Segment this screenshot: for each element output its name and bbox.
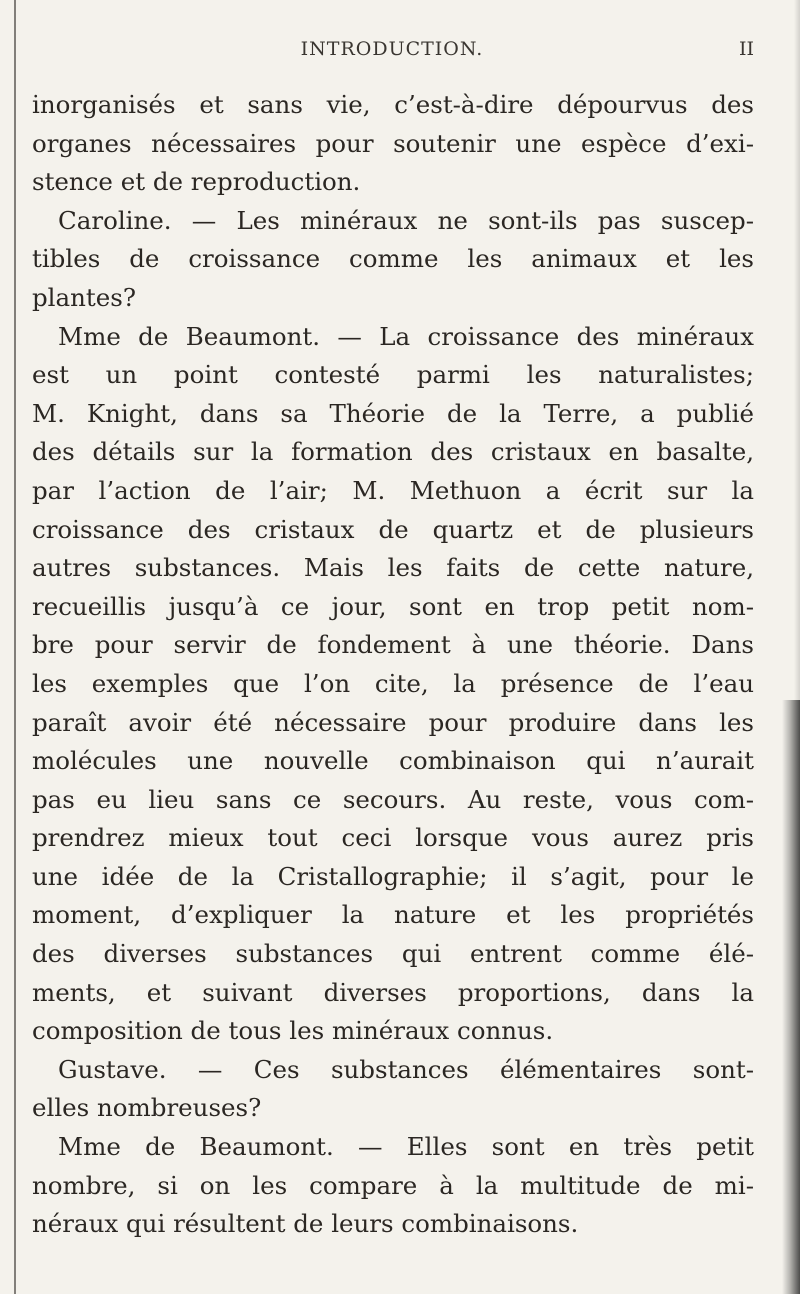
text-line: des diverses substances qui entrent comme élé- [32, 939, 754, 969]
text-line: bre pour servir de fondement à une théorie. Dans [32, 630, 754, 660]
text-line: les exemples que l’on cite, la présence de l’eau [32, 668, 754, 698]
body-text [32, 86, 754, 1244]
text-line: plantes? [32, 282, 136, 312]
page-binding-edge [14, 0, 16, 1294]
text-line: recueillis jusqu’à ce jour, sont en trop petit nom- [32, 591, 754, 621]
text-line: Mme de Beaumont. — Elles sont en très petit [58, 1132, 754, 1162]
text-line: croissance des cristaux de quartz et de plusieurs [32, 514, 754, 544]
text-line: prendrez mieux tout ceci lorsque vous aurez pris [32, 823, 754, 853]
text-line: ments, et suivant diverses proportions, dans la [32, 977, 754, 1007]
text-line: Gustave. — Ces substances élémentaires sont- [58, 1054, 754, 1084]
text-line: paraît avoir été nécessaire pour produire dans les [32, 707, 754, 737]
text-line: moment, d’expliquer la nature et les propriétés [32, 900, 754, 930]
running-title: INTRODUCTION. [300, 38, 484, 60]
page-edge-shadow-top [794, 0, 800, 700]
text-line: des détails sur la formation des cristaux en basalte, [32, 437, 754, 467]
text-line: pas eu lieu sans ce secours. Au reste, vous com- [32, 784, 754, 814]
page-header [30, 30, 754, 70]
text-line: tibles de croissance comme les animaux et les [32, 244, 754, 274]
text-line: elles nombreuses? [32, 1093, 262, 1123]
text-line: néraux qui résultent de leurs combinaisons. [32, 1209, 579, 1239]
text-line: est un point contesté parmi les naturalistes; [32, 360, 754, 390]
page-number: II [738, 38, 754, 60]
text-line: Mme de Beaumont. — La croissance des minéraux [58, 321, 754, 351]
text-line: molécules une nouvelle combinaison qui n’aurait [32, 746, 754, 776]
text-line: inorganisés et sans vie, c’est-à-dire dépourvus des [32, 90, 754, 119]
text-line: Caroline. — Les minéraux ne sont-ils pas suscep- [58, 205, 754, 235]
text-line: organes nécessaires pour soutenir une espèce d’exi- [32, 128, 754, 158]
text-line: composition de tous les minéraux connus. [32, 1016, 554, 1046]
text-line: une idée de la Cristallographie; il s’agit, pour le [32, 861, 754, 891]
text-line: autres substances. Mais les faits de cette nature, [32, 553, 754, 583]
text-line: M. Knight, dans sa Théorie de la Terre, a publié [32, 398, 754, 428]
text-line: par l’action de l’air; M. Methuon a écrit sur la [32, 475, 754, 505]
text-line: nombre, si on les compare à la multitude de mi- [32, 1170, 754, 1200]
page-edge-shadow [782, 700, 800, 1294]
text-line: stence et de reproduction. [32, 167, 361, 197]
